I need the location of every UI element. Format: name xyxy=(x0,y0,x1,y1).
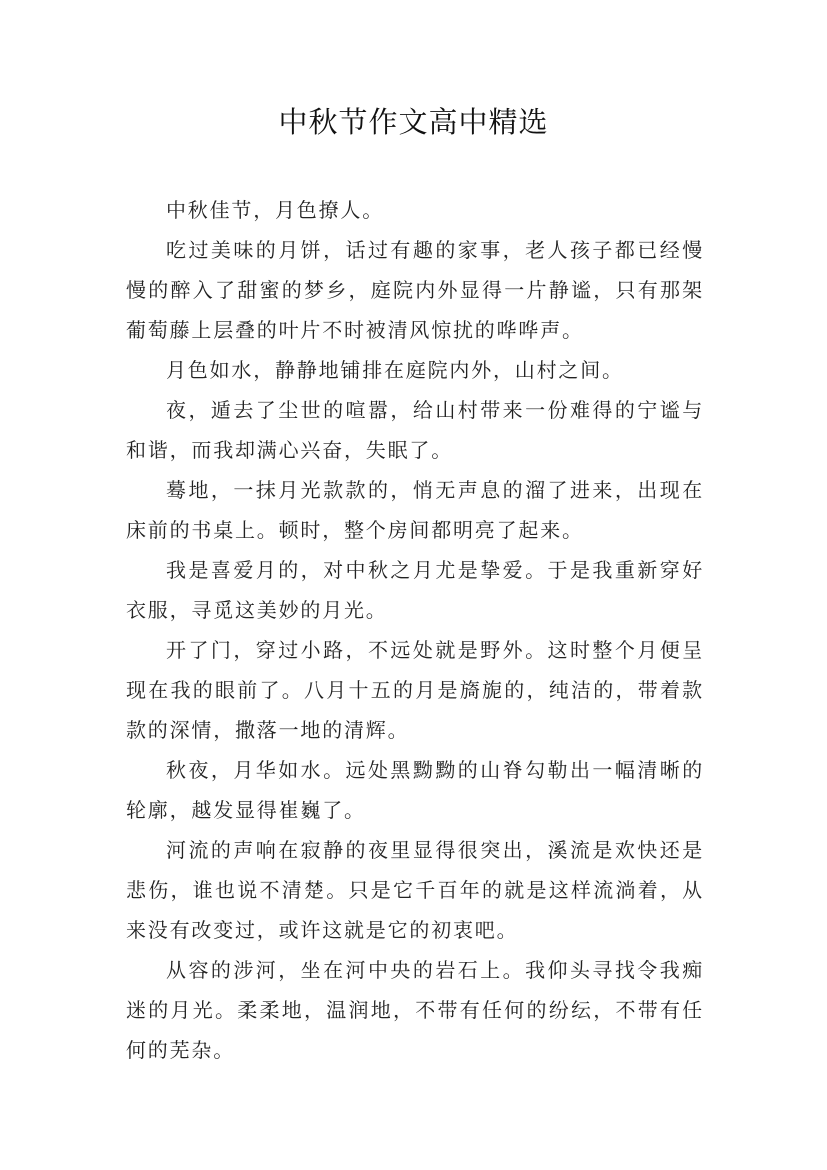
document-title: 中秋节作文高中精选 xyxy=(278,105,549,139)
paragraph: 吃过美味的月饼，话过有趣的家事，老人孩子都已经慢慢的醉入了甜蜜的梦乡，庭院内外显得一片静谧，只有那架葡萄藤上层叠的叶片不时被清风惊扰的哗哗声。 xyxy=(126,238,704,342)
paragraph: 河流的声响在寂静的夜里显得很突出，溪流是欢快还是悲伤，谁也说不清楚。只是它千百年的就是这样流淌着，从来没有改变过，或许这就是它的初衷吧。 xyxy=(126,838,704,942)
paragraph: 开了门，穿过小路，不远处就是野外。这时整个月便呈现在我的眼前了。八月十五的月是旖旎的，纯洁的，带着款款的深情，撒落一地的清辉。 xyxy=(126,638,704,742)
paragraph: 月色如水，静静地铺排在庭院内外，山村之间。 xyxy=(166,358,624,382)
paragraph: 夜，遁去了尘世的喧嚣，给山村带来一份难得的宁谧与和谐，而我却满心兴奋，失眠了。 xyxy=(126,398,704,462)
paragraph: 秋夜，月华如水。远处黑黝黝的山脊勾勒出一幅清晰的轮廓，越发显得崔巍了。 xyxy=(126,758,704,822)
document-body xyxy=(126,190,704,1070)
paragraph: 我是喜爱月的，对中秋之月尤是挚爱。于是我重新穿好衣服，寻觅这美妙的月光。 xyxy=(126,558,704,622)
paragraph: 从容的涉河，坐在河中央的岩石上。我仰头寻找令我痴迷的月光。柔柔地，温润地，不带有任何的纷纭，不带有任何的芜杂。 xyxy=(126,958,704,1062)
paragraph: 中秋佳节，月色撩人。 xyxy=(166,198,384,222)
paragraph: 蓦地，一抹月光款款的，悄无声息的溜了进来，出现在床前的书桌上。顿时，整个房间都明亮了起来。 xyxy=(126,478,704,542)
